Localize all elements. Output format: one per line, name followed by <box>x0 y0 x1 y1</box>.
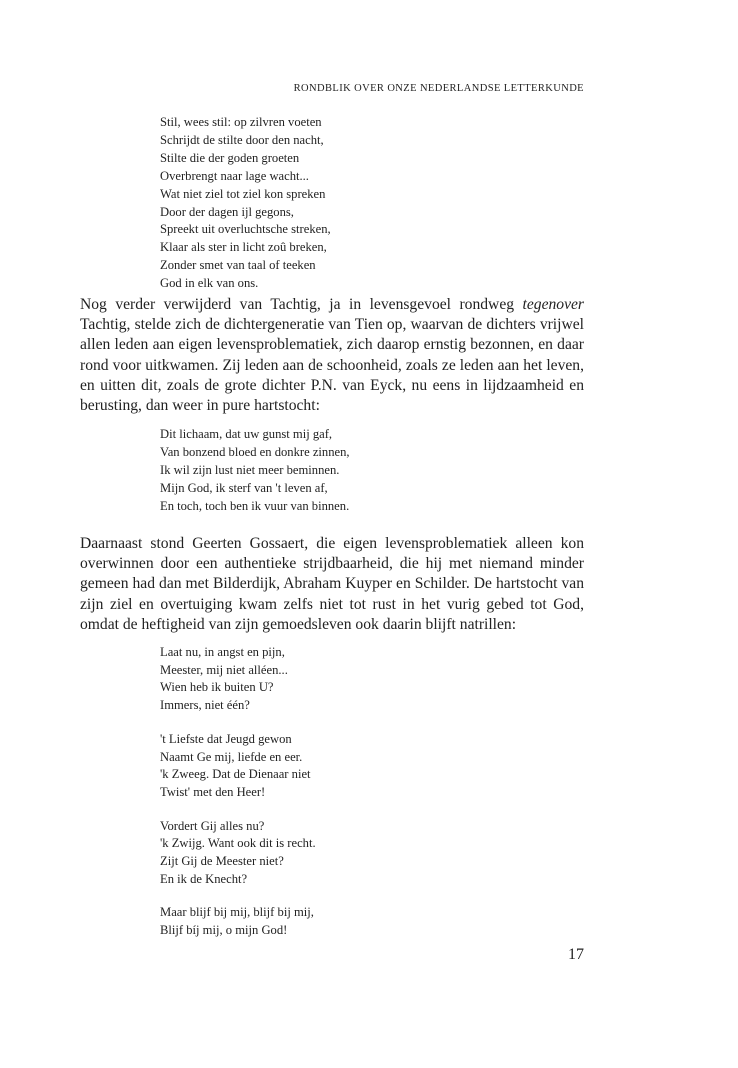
poem-line: Twist' met den Heer! <box>160 784 266 799</box>
poem-line: Zijt Gij de Meester niet? <box>160 854 284 869</box>
poem-line: Schrijdt de stilte door den nacht, <box>160 132 324 147</box>
poem-line: Door der dagen ijl gegons, <box>160 204 294 219</box>
stanza-break <box>160 802 316 818</box>
body-paragraph-gossaert <box>80 534 584 635</box>
paragraph-text: Nog verder verwijderd van Tachtig, ja in levensgevoel rondweg <box>80 296 523 313</box>
poem-line: Ik wil zijn lust niet meer beminnen. <box>160 462 340 477</box>
paragraph-text: Daarnaast stond Geerten Gossaert, die eigen levensproblematiek alleen kon overwinnen door een authentieke strijdbaarheid, die hij met niemand minder gemeen had dan met Bilderdijk, Abraham Kuyper en Schilder. De hartstocht van zijn ziel en overtuiging kwam zelfs niet tot rust in het vurig gebed tot God, omdat de heftigheid van zijn gemoedsleven ook daarin blijft natrillen: <box>80 535 584 633</box>
poem-line: En toch, toch ben ik vuur van binnen. <box>160 498 350 513</box>
poem-line: 't Liefste dat Jeugd gewon <box>160 731 292 746</box>
poem-line: Immers, niet één? <box>160 698 250 713</box>
poem-line: Wien heb ik buiten U? <box>160 680 274 695</box>
poem-line: Stil, wees stil: op zilvren voeten <box>160 115 322 129</box>
poem-line: Meester, mij niet alléen... <box>160 662 288 677</box>
poem-line: Overbrengt naar lage wacht... <box>160 168 309 183</box>
stanza-break <box>160 715 316 731</box>
poem-laat-nu <box>160 644 316 940</box>
stanza-break <box>160 888 316 904</box>
poem-line: Mijn God, ik sterf van 't leven af, <box>160 480 328 495</box>
poem-line: God in elk van ons. <box>160 276 259 291</box>
poem-line: Spreekt uit overluchtsche streken, <box>160 222 331 237</box>
poem-line: Stilte die der goden groeten <box>160 150 300 165</box>
poem-line: Naamt Ge mij, liefde en eer. <box>160 749 303 764</box>
poem-line: 'k Zwijg. Want ook dit is recht. <box>160 836 316 851</box>
body-paragraph-tachtig <box>80 295 584 416</box>
poem-line: En ik de Knecht? <box>160 871 248 886</box>
poem-line: 'k Zweeg. Dat de Dienaar niet <box>160 767 311 782</box>
emphasized-word: tegenover <box>522 296 584 313</box>
poem-line: Dit lichaam, dat uw gunst mij gaf, <box>160 427 333 441</box>
page-number: 17 <box>568 946 584 963</box>
poem-line: Laat nu, in angst en pijn, <box>160 645 285 659</box>
running-header: RONDBLIK OVER ONZE NEDERLANDSE LETTERKUNDE <box>293 83 584 94</box>
poem-line: Van bonzend bloed en donkre zinnen, <box>160 444 350 459</box>
poem-stil-wees-stil <box>160 114 331 293</box>
poem-line: Vordert Gij alles nu? <box>160 818 265 833</box>
poem-line: Maar blijf bij mij, blijf bij mij, <box>160 905 314 920</box>
poem-line: Klaar als ster in licht zoû breken, <box>160 240 327 255</box>
poem-line: Zonder smet van taal of teeken <box>160 258 316 273</box>
poem-dit-lichaam <box>160 426 350 516</box>
poem-line: Wat niet ziel tot ziel kon spreken <box>160 186 326 201</box>
poem-line: Blijf bíj mij, o mijn God! <box>160 923 288 938</box>
paragraph-text: Tachtig, stelde zich de dichtergeneratie van Tien op, waarvan de dichters vrijwel allen leden aan eigen levensproblematiek, zich daarop ernstig bezonnen, en daar rond voor uitkwamen. Zij leden aan de schoonheid, zoals ze leden aan het leven, en uitten dit, zoals de grote dichter P.N. van Eyck, nu eens in lijdzaamheid en berusting, dan weer in pure hartstocht: <box>80 316 584 415</box>
